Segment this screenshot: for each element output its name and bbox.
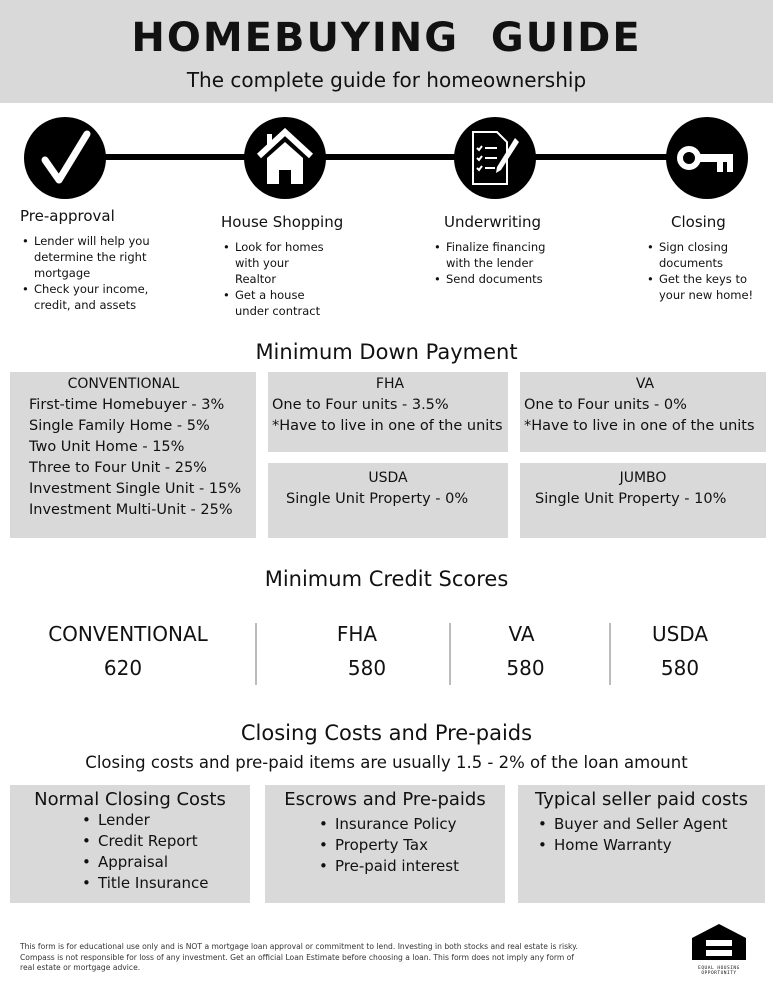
house-icon	[244, 117, 326, 199]
va-box	[520, 372, 766, 452]
box-heading: Escrows and Pre-paids	[284, 789, 486, 810]
timeline-line	[65, 154, 707, 160]
step-bullet: • Finalize financing with the lender	[432, 239, 572, 271]
page-title: HOMEBUYING GUIDE	[131, 15, 642, 61]
score-value: 580	[347, 656, 387, 680]
score-label: FHA	[336, 622, 378, 646]
list-item: • Property Tax	[317, 835, 505, 856]
step-title: Pre-approval	[20, 207, 115, 225]
step-title: House Shopping	[221, 213, 344, 231]
key-icon	[666, 117, 748, 199]
usda-box	[268, 463, 508, 538]
box-line: Three to Four Unit - 25%	[29, 460, 207, 476]
down-payment-title: Minimum Down Payment	[255, 340, 518, 364]
credit-scores-title: Minimum Credit Scores	[264, 567, 509, 591]
box-line: One to Four units - 3.5%	[272, 397, 449, 413]
box-heading: VA	[635, 376, 655, 392]
score-label: CONVENTIONAL	[48, 622, 208, 646]
equal-housing-logo	[688, 922, 750, 976]
divider	[449, 623, 451, 685]
box-line: Single Family Home - 5%	[29, 418, 210, 434]
box-heading: Normal Closing Costs	[34, 789, 226, 810]
list-item: • Insurance Policy	[317, 814, 505, 835]
box-line: First-time Homebuyer - 3%	[29, 397, 225, 413]
box-heading: USDA	[368, 470, 408, 486]
step-house-shopping	[221, 213, 361, 319]
box-line: Single Unit Property - 0%	[286, 491, 469, 507]
box-heading: Typical seller paid costs	[535, 789, 748, 810]
step-bullet: • Get a house under contract	[221, 287, 361, 319]
score-value: 580	[660, 656, 700, 680]
document-pen-icon	[454, 117, 536, 199]
step-bullet: • Sign closing documents	[645, 239, 770, 271]
box-line: Single Unit Property - 10%	[535, 491, 727, 507]
list-item: • Buyer and Seller Agent	[536, 814, 765, 835]
score-value: 620	[103, 656, 143, 680]
credit-score-conventional	[18, 622, 238, 680]
box-heading: JUMBO	[619, 470, 667, 486]
score-label: VA	[508, 622, 535, 646]
step-bullet: • Lender will help you determine the right mortgage	[20, 233, 170, 281]
score-value: 580	[506, 656, 545, 680]
escrows-prepaids-box	[265, 785, 505, 903]
credit-score-fha	[270, 622, 450, 680]
box-line: Two Unit Home - 15%	[29, 439, 185, 455]
step-title: Closing	[671, 213, 726, 231]
box-line: One to Four units - 0%	[524, 397, 687, 413]
step-bullet: • Look for homes with your Realtor	[221, 239, 361, 287]
normal-closing-costs-box	[10, 785, 250, 903]
seller-paid-costs-box	[518, 785, 765, 903]
step-bullet: • Check your income, credit, and assets	[20, 281, 170, 313]
list-item: • Pre-paid interest	[317, 856, 505, 877]
list-item: • Lender	[80, 810, 250, 831]
step-closing	[645, 213, 770, 303]
step-underwriting	[432, 213, 572, 287]
box-line: Investment Single Unit - 15%	[29, 481, 242, 497]
header-banner	[0, 0, 773, 103]
logo-text: EQUAL HOUSING OPPORTUNITY	[698, 966, 740, 976]
box-line: *Have to live in one of the units	[272, 418, 503, 434]
closing-costs-subtitle: Closing costs and pre-paid items are usually 1.5 - 2% of the loan amount	[85, 753, 688, 772]
list-item: • Credit Report	[80, 831, 250, 852]
step-bullet: • Get the keys to your new home!	[645, 271, 770, 303]
list-item: • Home Warranty	[536, 835, 765, 856]
conventional-box	[10, 372, 256, 538]
credit-score-va	[455, 622, 610, 680]
step-title: Underwriting	[444, 213, 542, 231]
list-item: • Appraisal	[80, 852, 250, 873]
divider	[609, 623, 611, 685]
checkmark-icon	[24, 117, 106, 199]
page-subtitle: The complete guide for homeownership	[186, 68, 587, 92]
jumbo-box	[520, 463, 766, 538]
step-bullet: • Send documents	[432, 271, 572, 287]
step-pre-approval	[20, 207, 170, 313]
box-line: *Have to live in one of the units	[524, 418, 755, 434]
box-heading: FHA	[375, 376, 405, 392]
list-item: • Title Insurance	[80, 873, 250, 894]
box-heading: CONVENTIONAL	[67, 376, 180, 392]
disclaimer: This form is for educational use only and is NOT a mortgage loan approval or commitment to lend. Investing in both stocks and real estate is risky. Compass is not responsible for loss of any investment. Get an official Loan Estimate before choosing a loan. This form does not imply any form of real estate or mortgage advice.	[20, 942, 578, 972]
credit-score-usda	[612, 622, 748, 680]
box-line: Investment Multi-Unit - 25%	[29, 502, 233, 518]
score-label: USDA	[651, 622, 709, 646]
fha-box	[268, 372, 508, 452]
closing-costs-title: Closing Costs and Pre-paids	[240, 721, 533, 745]
divider	[255, 623, 257, 685]
equal-housing-icon	[688, 922, 750, 962]
